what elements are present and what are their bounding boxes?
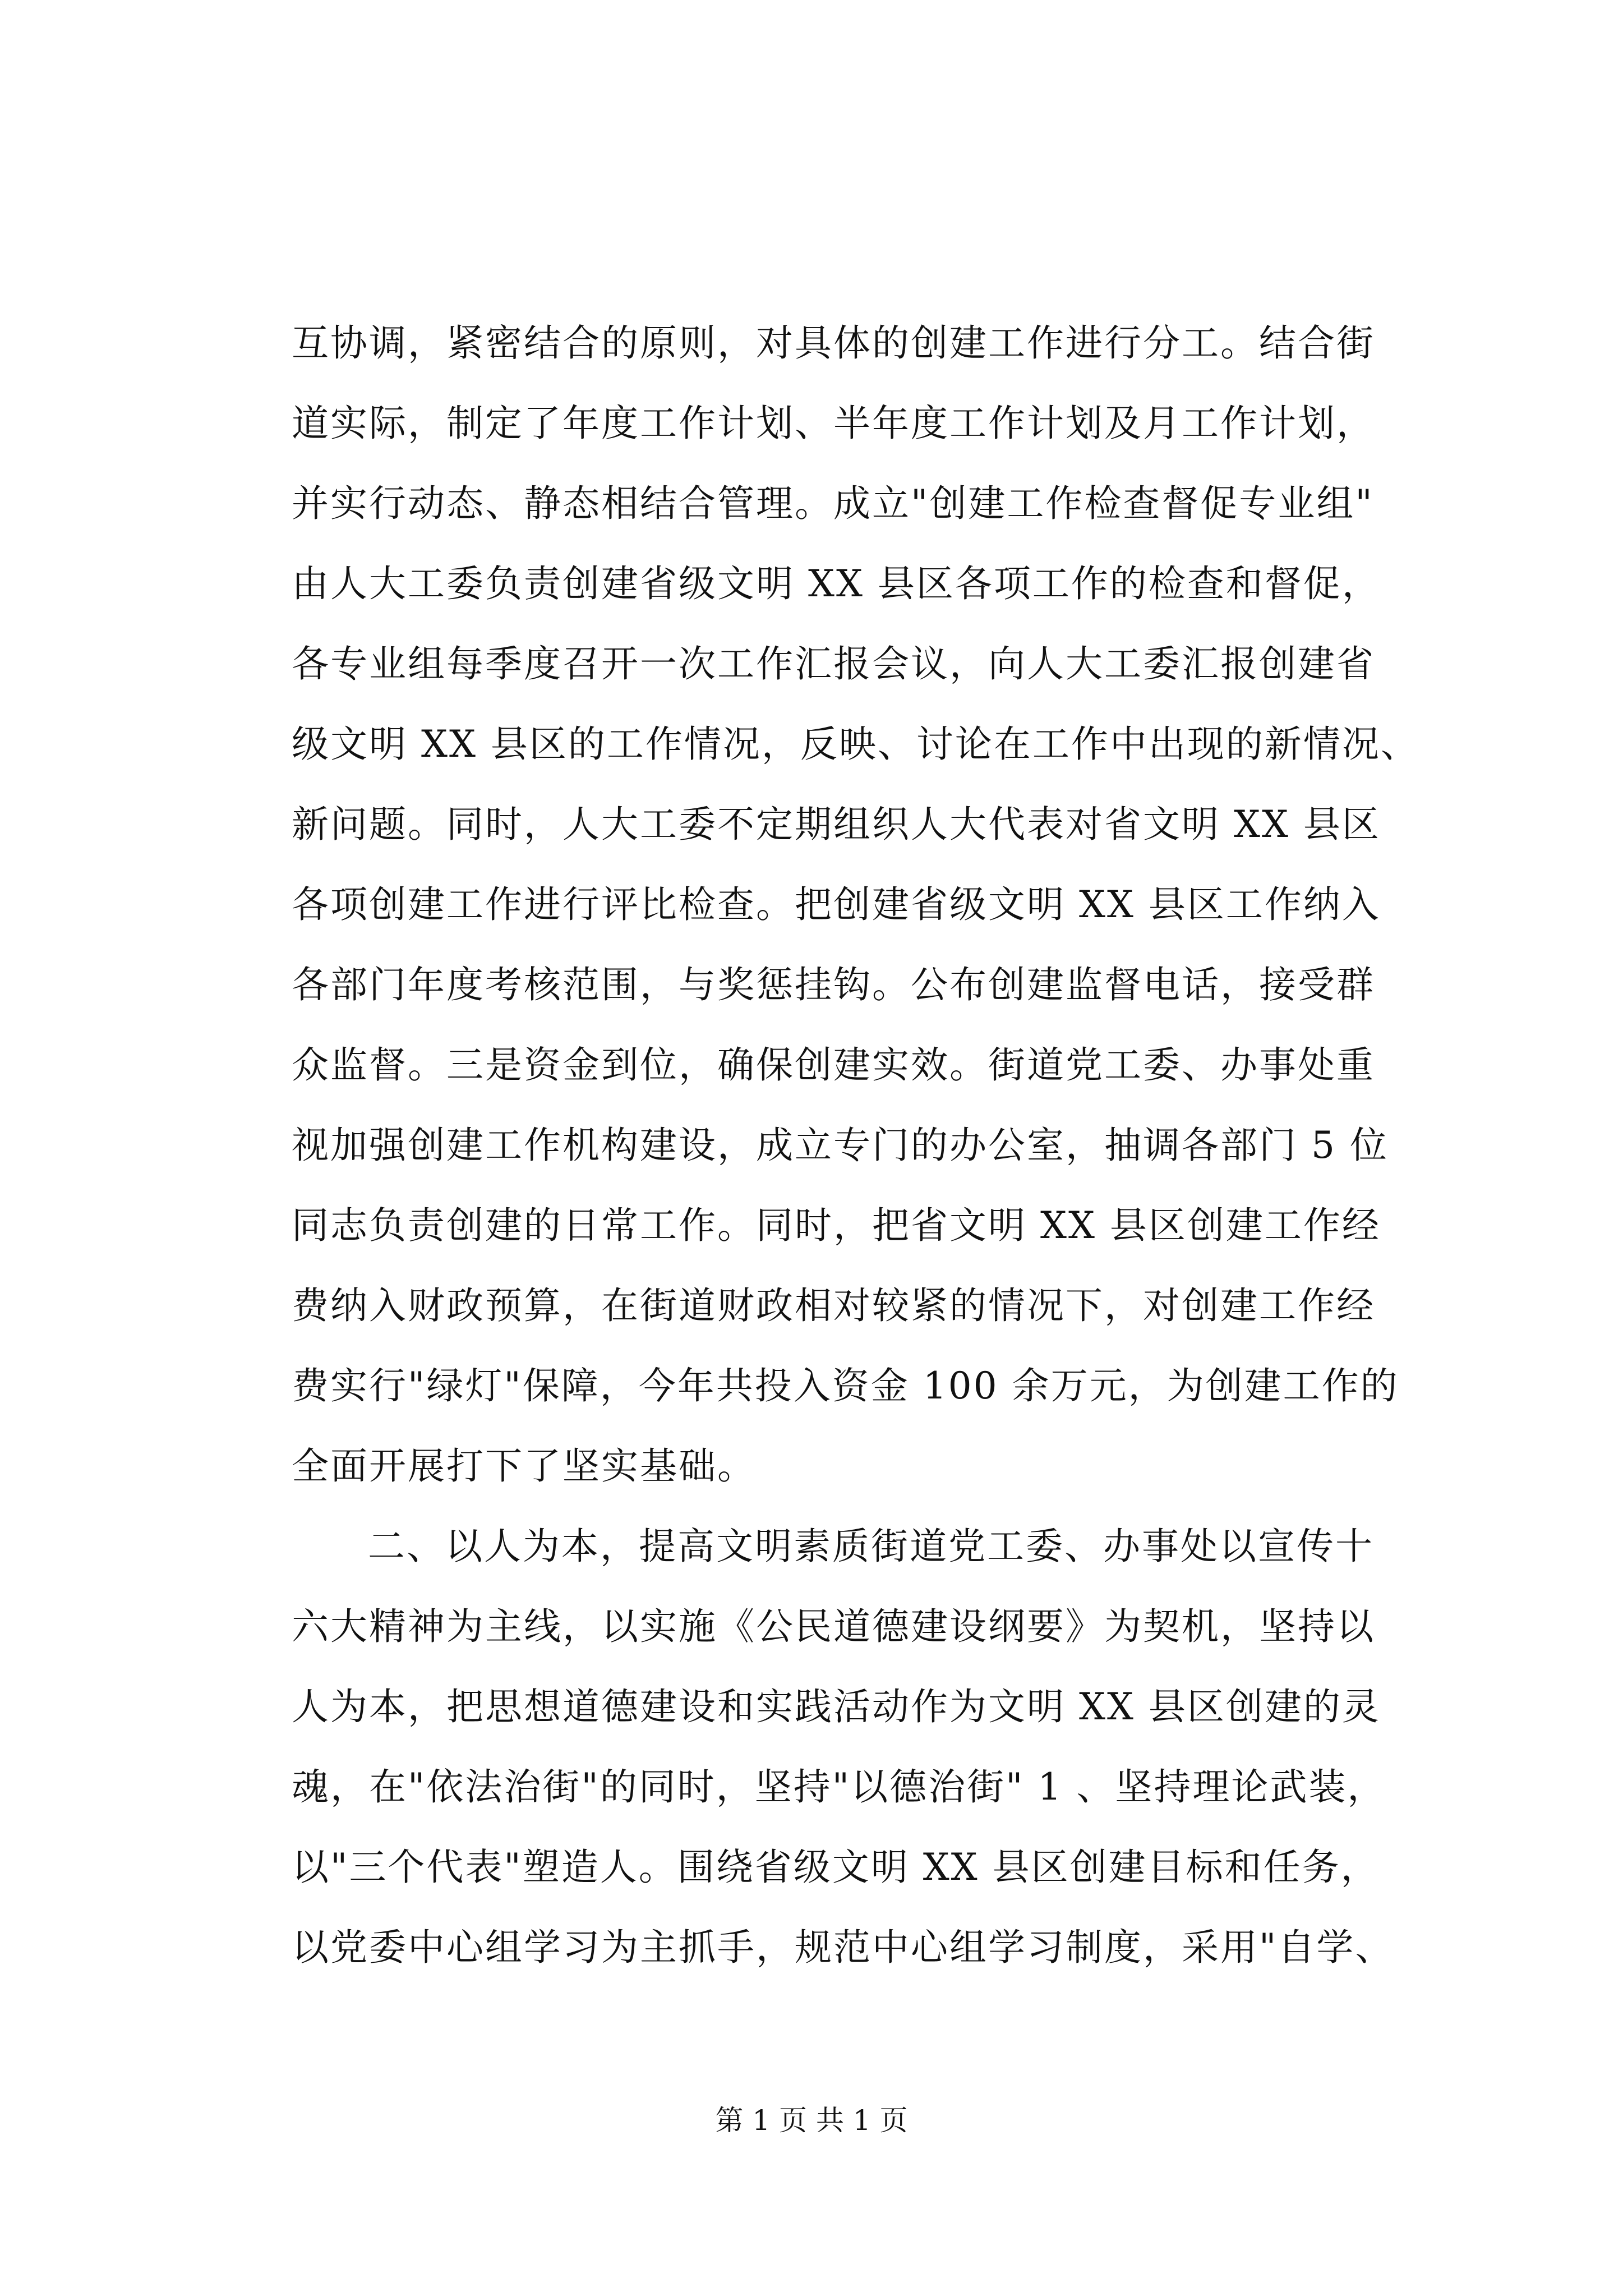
- page-number: 第 1 页 共 1 页: [715, 2104, 908, 2137]
- text-line: 并实行动态、静态相结合管理。成立"创建工作检查督促专业组": [292, 482, 1374, 525]
- text-line: 以"三个代表"塑造人。围绕省级文明 XX 县区创建目标和任务，: [292, 1846, 1380, 1889]
- text-line: 由人大工委负责创建省级文明 XX 县区各项工作的检查和督促，: [292, 562, 1381, 605]
- text-line: 新问题。同时，人大工委不定期组织人大代表对省文明 XX 县区: [292, 803, 1381, 846]
- text-line: 同志负责创建的日常工作。同时，把省文明 XX 县区创建工作经: [292, 1204, 1381, 1247]
- text-line: 全面开展打下了坚实基础。: [292, 1444, 756, 1488]
- text-line: 魂，在"依法治街"的同时，坚持"以德治街" 1 、坚持理论武装，: [292, 1765, 1386, 1809]
- body-text: [292, 303, 1419, 1987]
- text-line: 以党委中心组学习为主抓手，规范中心组学习制度，采用"自学、: [292, 1926, 1394, 1969]
- text-line: 级文明 XX 县区的工作情况，反映、讨论在工作中出现的新情况、: [292, 723, 1419, 766]
- text-line: 六大精神为主线，以实施《公民道德建设纲要》为契机，坚持以: [292, 1605, 1375, 1648]
- text-line: 费纳入财政预算，在街道财政相对较紧的情况下，对创建工作经: [292, 1284, 1375, 1327]
- text-line: 众监督。三是资金到位，确保创建实效。街道党工委、办事处重: [292, 1043, 1375, 1087]
- text-line: 视加强创建工作机构建设，成立专门的办公室，抽调各部门 5 位: [292, 1124, 1389, 1167]
- text-line: 互协调，紧密结合的原则，对具体的创建工作进行分工。结合街: [292, 321, 1375, 365]
- paragraph-start-line: 二、以人为本，提高文明素质街道党工委、办事处以宣传十: [368, 1525, 1374, 1568]
- text-line: 各专业组每季度召开一次工作汇报会议，向人大工委汇报创建省: [292, 642, 1375, 685]
- text-line: 道实际，制定了年度工作计划、半年度工作计划及月工作计划，: [292, 402, 1375, 445]
- text-line: 各项创建工作进行评比检查。把创建省级文明 XX 县区工作纳入: [292, 883, 1381, 926]
- text-line: 人为本，把思想道德建设和实践活动作为文明 XX 县区创建的灵: [292, 1685, 1381, 1728]
- text-line: 费实行"绿灯"保障，今年共投入资金 100 余万元，为创建工作的: [292, 1364, 1399, 1407]
- text-line: 各部门年度考核范围，与奖惩挂钩。公布创建监督电话，接受群: [292, 963, 1375, 1006]
- page-footer: [0, 2101, 1623, 2140]
